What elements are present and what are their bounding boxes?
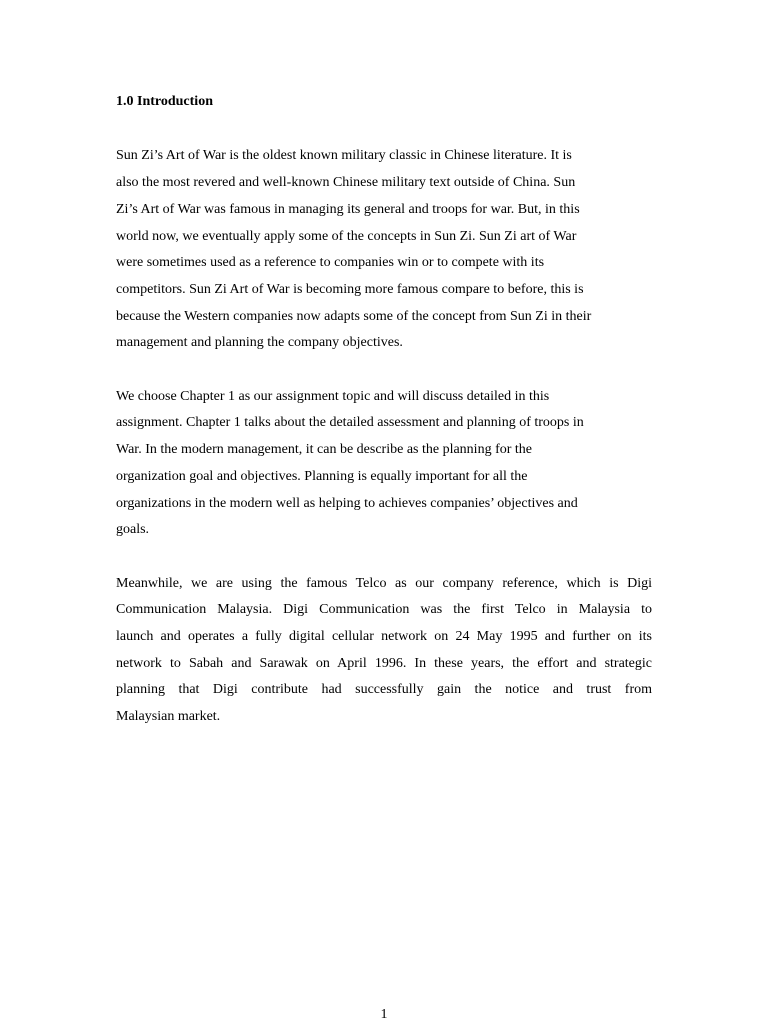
paragraph-3-line: Meanwhile, we are using the famous Telco as our company reference, which is Digi [116, 576, 652, 591]
paragraph-2-line: organizations in the modern well as helping to achieves companies’ objectives and [116, 496, 578, 511]
paragraph-1-line: also the most revered and well-known Chinese military text outside of China. Sun [116, 175, 576, 190]
paragraph-3-line: launch and operates a fully digital cellular network on 24 May 1995 and further on its [116, 629, 652, 644]
paragraph-2-line: goals. [116, 522, 150, 537]
paragraph-1-line: management and planning the company objectives. [116, 335, 403, 350]
section-heading: 1.0 Introduction [116, 94, 213, 109]
paragraph-2-line: War. In the modern management, it can be describe as the planning for the [116, 442, 533, 457]
paragraph-2-line: organization goal and objectives. Planning is equally important for all the [116, 469, 528, 484]
paragraph-1-line: were sometimes used as a reference to companies win or to compete with its [116, 255, 545, 270]
paragraph-2-line: assignment. Chapter 1 talks about the detailed assessment and planning of troops in [116, 415, 584, 430]
paragraph-1-line: Zi’s Art of War was famous in managing its general and troops for war. But, in this [116, 202, 580, 217]
paragraph-3-line: Communication Malaysia. Digi Communication was the first Telco in Malaysia to [116, 602, 652, 617]
paragraph-3-line: network to Sabah and Sarawak on April 1996. In these years, the effort and strategic [116, 656, 652, 671]
paragraph-3-line: planning that Digi contribute had successfully gain the notice and trust from [116, 682, 652, 697]
paragraph-1-line: world now, we eventually apply some of the concepts in Sun Zi. Sun Zi art of War [116, 229, 577, 244]
paragraph-2-line: We choose Chapter 1 as our assignment topic and will discuss detailed in this [116, 389, 550, 404]
paragraph-3-line: Malaysian market. [116, 709, 221, 724]
paragraph-1-line: Sun Zi’s Art of War is the oldest known military classic in Chinese literature. It is [116, 148, 572, 163]
page-number: 1 [380, 1007, 388, 1022]
paragraph-1-line: because the Western companies now adapts some of the concept from Sun Zi in their [116, 309, 592, 324]
paragraph-1-line: competitors. Sun Zi Art of War is becoming more famous compare to before, this is [116, 282, 584, 297]
